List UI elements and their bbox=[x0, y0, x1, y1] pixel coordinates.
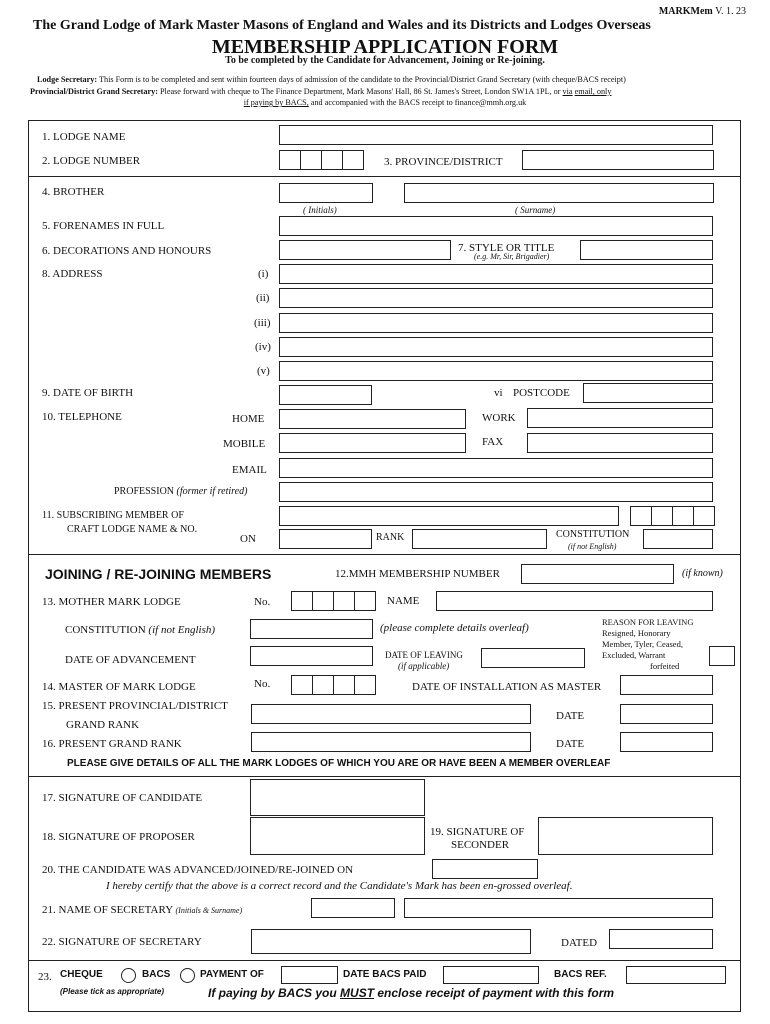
mother-lodge-name-input[interactable] bbox=[436, 591, 713, 611]
mmh-number-input[interactable] bbox=[521, 564, 674, 584]
mobile-input[interactable] bbox=[279, 433, 466, 453]
craft-date-input[interactable] bbox=[279, 529, 372, 549]
seconder-signature-label: 19. SIGNATURE OF bbox=[430, 826, 525, 838]
rank-label: RANK bbox=[376, 532, 405, 543]
initials-input[interactable] bbox=[279, 183, 373, 203]
address-line-ii-label: (ii) bbox=[256, 292, 270, 304]
bacs-receipt-note: If paying by BACS you MUST enclose receipt of payment with this form bbox=[208, 986, 615, 1000]
present-grand-rank-label: 16. PRESENT GRAND RANK bbox=[42, 738, 182, 750]
mother-lodge-label: 13. MOTHER MARK LODGE bbox=[42, 596, 181, 608]
date-leaving-input[interactable] bbox=[481, 648, 585, 668]
surname-input[interactable] bbox=[404, 183, 714, 203]
note-lodge-secretary: Lodge Secretary: This Form is to be completed and sent within fourteen days of admission of the candidate to the Provincial/District Grand Secretary (with cheque/BACS receipt) bbox=[37, 75, 626, 84]
org-title: The Grand Lodge of Mark Master Masons of England and Wales and its Districts and Lodges Overseas bbox=[33, 18, 651, 33]
cheque-label: CHEQUE bbox=[60, 969, 103, 980]
date-leaving-hint: (if applicable) bbox=[398, 661, 450, 671]
constitution-label: CONSTITUTION bbox=[556, 529, 630, 540]
brother-label: 4. BROTHER bbox=[42, 186, 105, 198]
secretary-signature-input[interactable] bbox=[251, 929, 531, 954]
divider bbox=[28, 776, 741, 777]
mobile-label: MOBILE bbox=[223, 438, 266, 450]
email-label: EMAIL bbox=[232, 464, 267, 476]
prov-grand-rank-date-label: DATE bbox=[556, 710, 585, 722]
address-line-i-label: (i) bbox=[258, 268, 269, 280]
seconder-signature-input[interactable] bbox=[538, 817, 713, 855]
payment-number: 23. bbox=[38, 971, 52, 983]
lodge-number-label: 2. LODGE NUMBER bbox=[42, 155, 141, 167]
bacs-ref-label: BACS REF. bbox=[554, 969, 607, 980]
craft-constitution-input[interactable] bbox=[643, 529, 713, 549]
proposer-signature-label: 18. SIGNATURE OF PROPOSER bbox=[42, 831, 195, 843]
style-title-label: 7. STYLE OR TITLE bbox=[458, 242, 555, 254]
payment-of-label: PAYMENT OF bbox=[200, 969, 264, 980]
certification-statement: I hereby certify that the above is a correct record and the Candidate's Mark has been en-grossed overleaf. bbox=[106, 880, 573, 892]
secretary-initials-input[interactable] bbox=[311, 898, 395, 918]
address-line-ii-input[interactable] bbox=[279, 288, 713, 308]
forenames-input[interactable] bbox=[279, 216, 713, 236]
on-label: ON bbox=[240, 533, 256, 545]
surname-hint: ( Surname) bbox=[515, 205, 556, 215]
present-grand-rank-input[interactable] bbox=[251, 732, 531, 752]
decorations-label: 6. DECORATIONS AND HONOURS bbox=[42, 245, 212, 257]
province-input[interactable] bbox=[522, 150, 714, 170]
prov-grand-rank-label: 15. PRESENT PROVINCIAL/DISTRICT bbox=[42, 700, 228, 712]
dob-label: 9. DATE OF BIRTH bbox=[42, 387, 134, 399]
mmh-number-label: 12.MMH MEMBERSHIP NUMBER bbox=[335, 568, 500, 580]
date-bacs-paid-label: DATE BACS PAID bbox=[343, 969, 427, 980]
telephone-label: 10. TELEPHONE bbox=[42, 411, 122, 423]
note-bacs: if paying by BACS, and accompanied with the BACS receipt to finance@mmh.org.uk bbox=[243, 98, 527, 107]
secretary-name-label: 21. NAME OF SECRETARY (Initials & Surname) bbox=[42, 904, 243, 916]
proposer-signature-input[interactable] bbox=[250, 817, 425, 855]
work-phone-input[interactable] bbox=[527, 408, 713, 428]
home-phone-input[interactable] bbox=[279, 409, 466, 429]
form-subtitle: To be completed by the Candidate for Advancement, Joining or Re-joining. bbox=[225, 55, 545, 66]
craft-lodge-label: CRAFT LODGE NAME & NO. bbox=[67, 524, 198, 535]
payment-amount-input[interactable] bbox=[281, 966, 338, 984]
note-provincial-secretary: Provincial/District Grand Secretary: Please forward with cheque to The Finance Department, Mark Masons' Hall, 86 St. James's Street, London SW1A 1PL, or via email, only bbox=[30, 87, 612, 96]
fax-label: FAX bbox=[482, 436, 504, 448]
seconder-label: SECONDER bbox=[451, 839, 510, 851]
postcode-input[interactable] bbox=[583, 383, 713, 403]
advanced-on-input[interactable] bbox=[432, 859, 538, 879]
style-title-input[interactable] bbox=[580, 240, 713, 260]
secretary-surname-input[interactable] bbox=[404, 898, 713, 918]
address-line-iii-label: (iii) bbox=[254, 317, 271, 329]
candidate-signature-input[interactable] bbox=[250, 779, 425, 816]
profession-input[interactable] bbox=[279, 482, 713, 502]
address-line-v-input[interactable] bbox=[279, 361, 713, 381]
divider bbox=[28, 554, 741, 555]
version-label: MARKMem V. 1. 23 bbox=[658, 6, 746, 17]
address-line-iv-input[interactable] bbox=[279, 337, 713, 357]
mother-lodge-number-input[interactable] bbox=[292, 591, 376, 611]
fax-input[interactable] bbox=[527, 433, 713, 453]
grand-rank-label: GRAND RANK bbox=[66, 719, 140, 731]
mother-lodge-name-label: NAME bbox=[387, 595, 420, 607]
advanced-on-label: 20. THE CANDIDATE WAS ADVANCED/JOINED/RE-JOINED ON bbox=[42, 864, 354, 876]
reason-for-leaving-input[interactable] bbox=[709, 646, 735, 666]
lodge-number-input[interactable] bbox=[280, 150, 364, 170]
divider bbox=[28, 176, 741, 177]
lodge-name-input[interactable] bbox=[279, 125, 713, 145]
mother-lodge-no-label: No. bbox=[254, 596, 271, 608]
divider bbox=[28, 960, 741, 961]
secretary-signature-label: 22. SIGNATURE OF SECRETARY bbox=[42, 936, 202, 948]
lodge-name-label: 1. LODGE NAME bbox=[42, 131, 126, 143]
mother-constitution-label: CONSTITUTION (if not English) bbox=[65, 624, 216, 636]
mmh-if-known: (if known) bbox=[682, 568, 723, 579]
present-grand-rank-date-input[interactable] bbox=[620, 732, 713, 752]
address-label: 8. ADDRESS bbox=[42, 268, 103, 280]
craft-lodge-input[interactable] bbox=[279, 506, 619, 526]
reason-for-leaving: REASON FOR LEAVING Resigned, Honorary Member, Tyler, Ceased, Excluded, Warrant forfeited bbox=[602, 617, 694, 671]
master-lodge-no-label: No. bbox=[254, 678, 271, 690]
work-label: WORK bbox=[482, 412, 516, 424]
bacs-ref-input[interactable] bbox=[626, 966, 726, 984]
subscribing-member-label: 11. SUBSCRIBING MEMBER OF bbox=[42, 510, 184, 521]
date-installation-input[interactable] bbox=[620, 675, 713, 695]
dated-input[interactable] bbox=[609, 929, 713, 949]
candidate-signature-label: 17. SIGNATURE OF CANDIDATE bbox=[42, 792, 203, 804]
mother-constitution-input[interactable] bbox=[250, 619, 373, 639]
date-advancement-label: DATE OF ADVANCEMENT bbox=[65, 654, 196, 666]
craft-rank-input[interactable] bbox=[412, 529, 547, 549]
postcode-label: POSTCODE bbox=[513, 387, 570, 399]
prov-grand-rank-input[interactable] bbox=[251, 704, 531, 724]
cheque-radio[interactable] bbox=[121, 968, 136, 983]
date-bacs-paid-input[interactable] bbox=[443, 966, 539, 984]
details-overleaf-note: (please complete details overleaf) bbox=[380, 622, 529, 634]
dob-input[interactable] bbox=[279, 385, 372, 405]
date-advancement-input[interactable] bbox=[250, 646, 373, 666]
province-label: 3. PROVINCE/DISTRICT bbox=[384, 156, 503, 168]
address-line-iv-label: (iv) bbox=[255, 341, 271, 353]
master-lodge-label: 14. MASTER OF MARK LODGE bbox=[42, 681, 196, 693]
date-leaving-label: DATE OF LEAVING bbox=[385, 650, 463, 660]
constitution-hint: (if not English) bbox=[568, 542, 617, 551]
bacs-radio[interactable] bbox=[180, 968, 195, 983]
email-input[interactable] bbox=[279, 458, 713, 478]
decorations-input[interactable] bbox=[279, 240, 451, 260]
dated-label: DATED bbox=[561, 937, 598, 949]
prov-grand-rank-date-input[interactable] bbox=[620, 704, 713, 724]
form-title: MEMBERSHIP APPLICATION FORM bbox=[211, 36, 559, 58]
joining-heading: JOINING / RE-JOINING MEMBERS bbox=[45, 566, 272, 582]
forenames-label: 5. FORENAMES IN FULL bbox=[42, 220, 165, 232]
address-line-vi-label: vi bbox=[494, 387, 503, 399]
address-line-v-label: (v) bbox=[257, 365, 270, 377]
initials-hint: ( Initials) bbox=[303, 205, 337, 215]
address-line-i-input[interactable] bbox=[279, 264, 713, 284]
present-grand-rank-date-label: DATE bbox=[556, 738, 585, 750]
profession-label: PROFESSION (former if retired) bbox=[114, 486, 248, 497]
home-label: HOME bbox=[232, 413, 265, 425]
master-lodge-number-input[interactable] bbox=[292, 675, 376, 695]
craft-lodge-number-input[interactable] bbox=[631, 506, 715, 526]
date-installation-label: DATE OF INSTALLATION AS MASTER bbox=[412, 681, 602, 693]
bacs-label: BACS bbox=[142, 969, 171, 980]
style-title-hint: (e.g. Mr, Sir, Brigadier) bbox=[474, 252, 550, 261]
address-line-iii-input[interactable] bbox=[279, 313, 713, 333]
overleaf-note: PLEASE GIVE DETAILS OF ALL THE MARK LODGES OF WHICH YOU ARE OR HAVE BEEN A MEMBER OVERLEAF bbox=[67, 758, 611, 769]
tick-note: (Please tick as appropriate) bbox=[60, 987, 165, 996]
